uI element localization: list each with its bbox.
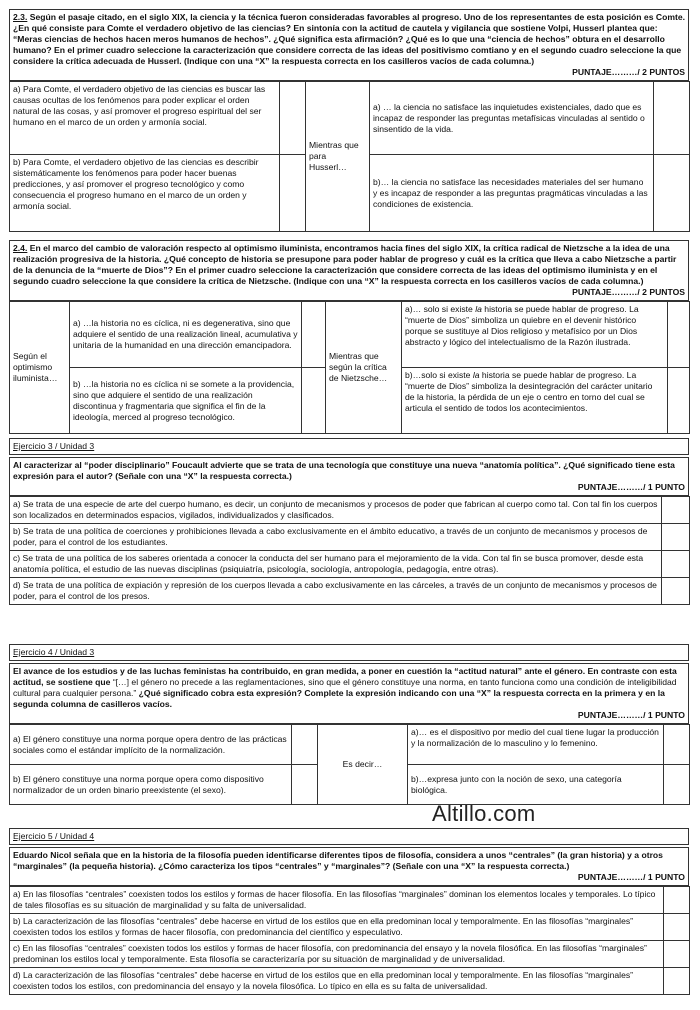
exercise-3-prompt <box>9 457 689 496</box>
points-label: PUNTAJE………/ 2 PUNTOS <box>572 287 685 297</box>
option-right-a: a) … la ciencia no satisface las inquietudes existenciales, dado que es incapaz de responder las preguntas metafísicas vinculadas al sentido o sinsentido de la vida. <box>370 82 654 155</box>
answer-box-left-a[interactable] <box>302 302 326 368</box>
answer-box-a[interactable] <box>664 887 690 914</box>
option-left-b: b) Para Comte, el verdadero objetivo de las ciencias es describir sistemáticamente los fenómenos para poder hacer buenas predicciones, y así promover el progreso tecnológico y como consecuencia el progreso humano en el marco de un orden y armonía social. <box>10 155 280 232</box>
answer-box-a[interactable] <box>662 497 690 524</box>
exercise-5 <box>9 828 689 995</box>
answer-box-right-a[interactable] <box>668 302 690 368</box>
exercise-5-prompt <box>9 847 689 886</box>
connector-text: Es decir… <box>318 725 408 805</box>
question-text: Según el pasaje citado, en el siglo XIX, la ciencia y la técnica fueron consideradas favorables al progreso. Uno de los representantes de esta posición es Comte. ¿En qué consiste para Comte el verdadero objetivo de las ciencias? En sintonía con la actitud de cautela y vigilancia que sostiene Volpi, Husserl plantea que: “Meras ciencias de hechos hacen meros humanos de hechos”. ¿Qué significa esta afirmación? ¿Qué es lo que una “ciencia de hechos” obtura en el desarrollo humano? En el primer cuadro seleccione la caracterización que considere correcta de las ideas del positivismo comtiano y en el segundo cuadro seleccione la que considere la crítica adecuada de Husserl. (Indique con una “X” la respuesta correcta en los casilleros vacíos de cada columna.) <box>13 12 685 66</box>
exercise-3 <box>9 438 689 605</box>
option-c: c) En las filosofías “centrales” coexisten todos los estilos y formas de hacer filosofía, con predominancia del ensayo y la novela filosófica. En las filosofías “marginales” predominan los estilos local y temporalmente. Esta filosofía se caracterizaría por su situación de marginalidad y de universalidad. <box>10 941 664 968</box>
answer-box-b[interactable] <box>662 524 690 551</box>
option-left-a: a) …la historia no es cíclica, ni es degenerativa, sino que adquiere el sentido de una realización lineal, acumulativa y unitaria de la humanidad en una dirección emancipadora. <box>70 302 302 368</box>
option-left-b: b) …la historia no es cíclica ni se somete a la providencia, sino que adquiere el sentido de una realización discontinua y fragmentaria que significa el fin de la ideología, merced al progreso tecnológico. <box>70 368 302 434</box>
points-label: PUNTAJE………/ 1 PUNTO <box>577 482 685 492</box>
option-c: c) Se trata de una política de los saberes orientada a conocer la conducta del ser humano para el mejoramiento de la vida. Con tal fin se busca promover, desde esta anatomía política, el estudio de las nuevas disciplinas (psiquiatría, psicología, sociología, antropología, pedagogía, entre otras). <box>10 551 662 578</box>
answer-box-left-b[interactable] <box>302 368 326 434</box>
option-right-a: a)… es el dispositivo por medio del cual tiene lugar la producción y la normalización de lo masculino y lo femenino. <box>408 725 664 765</box>
answer-table-2-4 <box>9 301 690 434</box>
answer-box-b[interactable] <box>664 914 690 941</box>
answer-box-right-a[interactable] <box>664 725 690 765</box>
option-left-a: a) Para Comte, el verdadero objetivo de las ciencias es buscar las causas ocultas de los fenómenos para poder explicar el orden natural de las cosas, y así promover el progreso espiritual del ser humano en el marco de un orden y armonía social. <box>10 82 280 155</box>
question-text: Eduardo Nicol señala que en la historia de la filosofía pueden identificarse diferentes tipos de filosofía, considera a unos “centrales” (la gran historia) y a otros “marginales” (la pequeña historia). ¿Cómo caracteriza los tipos “centrales” y “marginales”? (Señale con una “X” la respuesta correcta.) <box>13 850 663 871</box>
lead-text: Según el optimismo iluminista… <box>10 302 70 434</box>
options-table-e3 <box>9 496 690 605</box>
exercise-header: Ejercicio 3 / Unidad 3 <box>9 438 689 455</box>
exercise-4-prompt <box>9 663 689 724</box>
watermark-text: Altillo.com <box>432 801 536 826</box>
question-text-bold: ¿Qué significado cobra esta expresión? Complete la expresión indicando con una “X” la respuesta correcta en la primera y en la segunda columna de casilleros vacíos. <box>13 688 665 709</box>
answer-box-c[interactable] <box>662 551 690 578</box>
answer-box-d[interactable] <box>662 578 690 605</box>
connector-text: Mientras que para Husserl… <box>306 82 370 232</box>
answer-box-c[interactable] <box>664 941 690 968</box>
option-b: b) La caracterización de las filosofías “centrales” debe hacerse en virtud de los estilos que en ella predominan local y temporalmente. En las filosofías “marginales” coexisten todos los estilos y formas de hacer filosofía, con predominancia del científico y especulativo. <box>10 914 664 941</box>
points-label: PUNTAJE………/ 2 PUNTOS <box>572 67 685 77</box>
answer-box-left-a[interactable] <box>292 725 318 765</box>
exercise-header: Ejercicio 4 / Unidad 3 <box>9 644 689 661</box>
option-b: b) Se trata de una política de coerciones y prohibiciones llevada a cabo exclusivamente en el ámbito educativo, a través de un conjunto de mecanismos y procesos de poder, para el control de los estudiantes. <box>10 524 662 551</box>
question-number: 2.3. <box>13 12 28 22</box>
option-left-a: a) El género constituye una norma porque opera dentro de las prácticas sociales como el estándar implícito de la normalización. <box>10 725 292 765</box>
option-d: d) La caracterización de las filosofías “centrales” debe hacerse en virtud de los estilos que en ella predominan local y temporalmente. En las filosofías “marginales” coexisten todos los estilos, con predominancia del ensayo y la novela filosófica. Lo típico en ella es su falta de universalidad. <box>10 968 664 995</box>
option-a: a) En las filosofías “centrales” coexisten todos los estilos y formas de hacer filosofía. En las filosofías “marginales” dominan los elementos locales y temporales. Lo típico de tales filosofías es su situación de marginalidad y su falta de universalidad. <box>10 887 664 914</box>
question-text: Al caracterizar al “poder disciplinario” Foucault advierte que se trata de una tecnología que constituye una nueva “anatomía política”. ¿Qué significado tiene esta expresión para el autor? (Señale con una “X” la respuesta correcta.) <box>13 460 675 481</box>
answer-box-d[interactable] <box>664 968 690 995</box>
answer-box-right-b[interactable] <box>668 368 690 434</box>
answer-table-2-3 <box>9 81 690 232</box>
question-text-bold: El avance de los estudios y de las luchas feministas ha contribuido, en gran medida, a poner en cuestión la “actitud natural” ante el género. En contraste con esta actitud, se sostiene que <box>13 666 677 687</box>
question-2-3-prompt <box>9 9 689 81</box>
connector-text: Mientras que según la crítica de Nietzsche… <box>326 302 402 434</box>
question-2-4 <box>9 240 689 434</box>
answer-box-right-a[interactable] <box>654 82 690 155</box>
exercise-4 <box>9 644 689 805</box>
option-left-b: b) El género constituye una norma porque opera como dispositivo normalizador de un orden binario preexistente (el sexo). <box>10 765 292 805</box>
answer-box-right-b[interactable] <box>664 765 690 805</box>
option-d: d) Se trata de una política de expiación y represión de los cuerpos llevada a cabo exclusivamente en las cárceles, a través de un conjunto de mecanismos y procesos de poder, para el control de los presos. <box>10 578 662 605</box>
answer-box-left-a[interactable] <box>280 82 306 155</box>
answer-table-e4 <box>9 724 690 805</box>
points-label: PUNTAJE………/ 1 PUNTO <box>577 710 685 720</box>
option-right-b: b)…expresa junto con la noción de sexo, una categoría biológica. <box>408 765 664 805</box>
option-right-a: a)… solo si existe la historia se puede hablar de progreso. La “muerte de Dios” simboliza un quiebre en el devenir histórico porque se sustituye al Dios religioso y metafísico por un Dios abstracto y lógico del intelectualismo de la Razón ilustrada. <box>402 302 668 368</box>
question-text: En el marco del cambio de valoración respecto al optimismo iluminista, encontramos hacia fines del siglo XIX, la crítica radical de Nietzsche a la idea de una realización progresiva de la historia. ¿Qué concepto de historia se presupone para poder hablar de progreso y cuál es la crítica que lleva a cabo Nietzsche a partir de la denuncia de la “muerte de Dios”? En el primer cuadro seleccione la caracterización que considere correcta de las ideas del optimismo iluminista y en el segundo cuadro seleccione la que considere la crítica de Nietzsche. (Indique con una “X” la respuesta correcta en los casilleros vacíos de cada columna.) <box>13 243 677 286</box>
answer-box-left-b[interactable] <box>292 765 318 805</box>
quoted-text: “[…] el género no precede a las reglamentaciones, sino que el género constituye una norma, en tanto funciona como una condición de inteligibilidad cultural para cualquier persona.” <box>13 677 677 698</box>
question-number: 2.4. <box>13 243 28 253</box>
options-table-e5 <box>9 886 690 995</box>
question-2-3 <box>9 9 689 232</box>
exercise-header: Ejercicio 5 / Unidad 4 <box>9 828 689 845</box>
option-right-b: b)… la ciencia no satisface las necesidades materiales del ser humano y es incapaz de responder a las preguntas pragmáticas vinculadas a las condiciones de existencia. <box>370 155 654 232</box>
option-right-b: b)…solo si existe la historia se puede hablar de progreso. La “muerte de Dios” simboliza la desintegración del carácter unitario de la historia, la pérdida de un eje o centro en torno del cual se articula el sentido de todos los acontecimientos. <box>402 368 668 434</box>
question-2-4-prompt <box>9 240 689 301</box>
option-a: a) Se trata de una especie de arte del cuerpo humano, es decir, un conjunto de mecanismos y procesos de poder que fabrican al cuerpo como tal. Con tal fin los cuerpos son localizados en determinados espacios, vigilados, individualizados y clasificados. <box>10 497 662 524</box>
answer-box-right-b[interactable] <box>654 155 690 232</box>
points-label: PUNTAJE………/ 1 PUNTO <box>577 872 685 882</box>
answer-box-left-b[interactable] <box>280 155 306 232</box>
